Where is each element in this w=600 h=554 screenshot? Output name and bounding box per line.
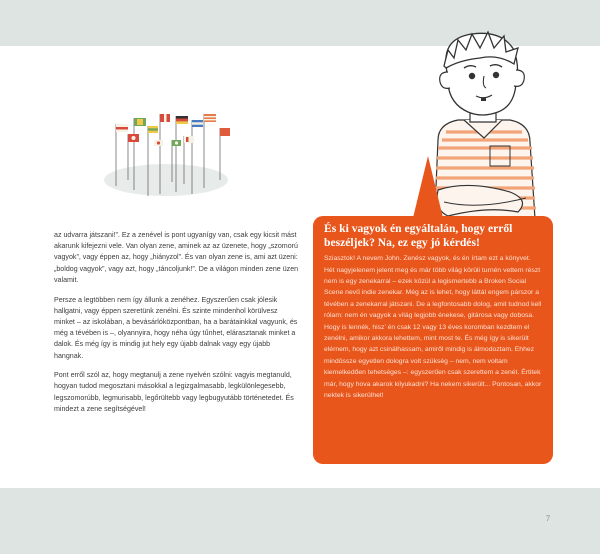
speech-body: Sziasztok! A nevem John. Zenész vagyok, és én írtam ezt a könyvet. Hét nagyjelenem jelent meg és már több világ körüli turnén vettem részt nem is egy zenekarral – ezek közül a legismertebb a Broken Social Scene nevű indie zenekar. Még az is lehet, hogy láttál engem párszor a tévében a zenekarral játszani. De a legfontosabb dolog, amit tudnod kell rólam: nem én vagyok a világ legjobb énekese, gitárosa vagy dobosa. Hogy is lennék, hisz’ én csak 12 vagy 13 éves koromban kezdtem el zenélni, amikor akkora lehettem, mint most te. És még így is sikerült elérnem, hogy azt csinálhassam, amiről mindig is álmodoztam. Ehhez mindössze egyetlen dologra volt szükség – nem, nem voltam kiemelkedően tehetséges –: egyszerűen csak szerettem a zenét. Értitek már, hogy hova akarok kilyukadni? Ha nekem sikerült... Pontosan, akkor nektek is sikerülhet! xyxy=(324,255,542,400)
body-paragraph: Persze a legtöbben nem így állunk a zenéhez. Egyszerűen csak jólesik hallgatni, vagy éppen szeretünk zenélni. És szinte mindenhol körülvesz minket – az iskolában, a bevásárlóközpontban, ha a barátainkkal vagyunk, és még a tévében is –, olyannyira, hogy néha úgy tűnhet, elárasztanak minket a dalok. És még így is mindig jut hely egy újabb dalnak vagy egy újabb hangnak. xyxy=(54,295,298,360)
speech-heading: És ki vagyok én egyáltalán, hogy erről beszéljek? Na, ez egy jó kérdés! xyxy=(324,222,513,249)
body-paragraph: az udvarra játszani!”. Ez a zenével is pont ugyanígy van, csak egy kicsit mást akarunk kifejezni vele. Van olyan zene, aminek az az üzenete, hogy „szomorú vagyok”, vagy éppen az, hogy „hiányzol”. És van olyan zene is, ami azt üzeni: „boldog vagyok”, vagy azt, hogy „táncoljunk!”. De a világon minden zene üzen valamit. xyxy=(54,231,299,284)
body-text-column xyxy=(54,230,300,424)
speech-bubble xyxy=(313,216,553,464)
speech-bubble-tail xyxy=(398,156,458,222)
page-number: 7 xyxy=(546,514,550,523)
body-paragraph: Pont erről szól az, hogy megtanulj a zene nyelvén szólni: vagyis megtanuld, hogyan tudod megosztani másokkal a legizgalmasabb, legkülönlegesebb, legszomorúbb, legmurisabb, legőrültebb vagy legbugyutább történetedet. És mindezt a zene segítségével! xyxy=(54,371,294,413)
bottom-band xyxy=(0,488,600,554)
flag-poles-illustration xyxy=(96,108,246,208)
